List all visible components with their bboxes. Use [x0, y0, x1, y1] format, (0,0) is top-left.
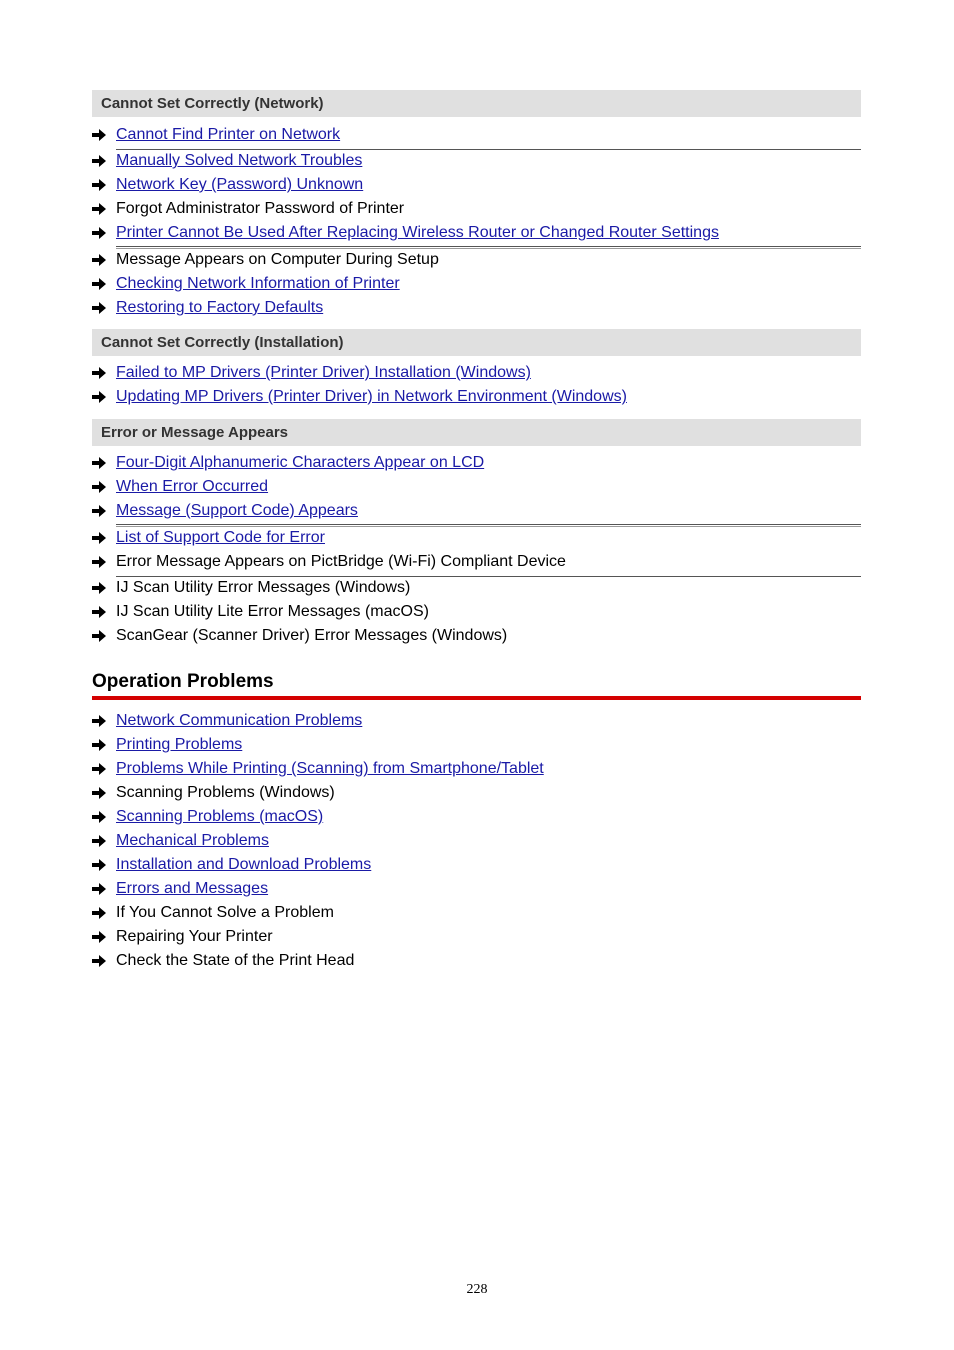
link-four-digit-chars[interactable]: Four-Digit Alphanumeric Characters Appear on LCD — [116, 454, 485, 471]
link-message-support-code[interactable]: Message (Support Code) Appears — [116, 502, 358, 519]
link-list-support-code[interactable]: List of Support Code for Error — [116, 529, 325, 546]
arrow-right-icon — [92, 715, 106, 727]
link-errors-messages[interactable]: Errors and Messages — [116, 880, 269, 897]
arrow-right-icon — [92, 811, 106, 823]
text-scanning-windows: Scanning Problems (Windows) — [116, 784, 335, 801]
link-printing-problems[interactable]: Printing Problems — [116, 736, 243, 753]
link-scanning-macos[interactable]: Scanning Problems (macOS) — [116, 808, 324, 825]
link-printer-cannot-be-used[interactable]: Printer Cannot Be Used After Replacing Wireless Router or Changed Router Settings — [116, 224, 719, 241]
arrow-right-icon — [92, 155, 106, 167]
arrow-right-icon — [92, 278, 106, 290]
text-ij-scan-lite-errors: IJ Scan Utility Lite Error Messages (macOS) — [116, 603, 429, 620]
link-manually-solved[interactable]: Manually Solved Network Troubles — [116, 152, 363, 169]
arrow-right-icon — [92, 907, 106, 919]
arrow-right-icon — [92, 763, 106, 775]
arrow-right-icon — [92, 227, 106, 239]
arrow-right-icon — [92, 179, 106, 191]
text-scangear-errors: ScanGear (Scanner Driver) Error Messages (Windows) — [116, 627, 508, 644]
arrow-right-icon — [92, 606, 106, 618]
divider — [116, 246, 861, 247]
heading-underline — [92, 696, 861, 700]
link-network-key[interactable]: Network Key (Password) Unknown — [116, 176, 364, 193]
arrow-right-icon — [92, 787, 106, 799]
arrow-right-icon — [92, 302, 106, 314]
page-number: 228 — [466, 1282, 488, 1297]
arrow-right-icon — [92, 883, 106, 895]
section-header-error: Error or Message Appears — [92, 419, 861, 446]
text-message-appears-setup: Message Appears on Computer During Setup — [116, 251, 439, 268]
arrow-right-icon — [92, 532, 106, 544]
link-network-communication[interactable]: Network Communication Problems — [116, 712, 363, 729]
link-restoring-defaults[interactable]: Restoring to Factory Defaults — [116, 299, 324, 316]
arrow-right-icon — [92, 457, 106, 469]
link-cannot-find-printer[interactable]: Cannot Find Printer on Network — [116, 126, 341, 143]
arrow-right-icon — [92, 556, 106, 568]
section-header-installation: Cannot Set Correctly (Installation) — [92, 329, 861, 356]
arrow-right-icon — [92, 739, 106, 751]
text-repairing-printer: Repairing Your Printer — [116, 928, 273, 945]
text-forgot-password: Forgot Administrator Password of Printer — [116, 200, 405, 217]
divider — [116, 524, 861, 525]
arrow-right-icon — [92, 391, 106, 403]
arrow-right-icon — [92, 582, 106, 594]
link-installation-download[interactable]: Installation and Download Problems — [116, 856, 372, 873]
arrow-right-icon — [92, 367, 106, 379]
heading-operation-problems: Operation Problems — [92, 671, 274, 692]
arrow-right-icon — [92, 129, 106, 141]
arrow-right-icon — [92, 505, 106, 517]
link-updating-mp-drivers[interactable]: Updating MP Drivers (Printer Driver) in Network Environment (Windows) — [116, 388, 627, 405]
arrow-right-icon — [92, 481, 106, 493]
text-cannot-solve: If You Cannot Solve a Problem — [116, 904, 334, 921]
arrow-right-icon — [92, 859, 106, 871]
arrow-right-icon — [92, 931, 106, 943]
link-when-error-occurred[interactable]: When Error Occurred — [116, 478, 269, 495]
section-header-network: Cannot Set Correctly (Network) — [92, 90, 861, 117]
arrow-right-icon — [92, 630, 106, 642]
arrow-right-icon — [92, 254, 106, 266]
arrow-right-icon — [92, 203, 106, 215]
text-pictbridge-error: Error Message Appears on PictBridge (Wi-Fi) Compliant Device — [116, 553, 566, 570]
link-failed-mp-drivers[interactable]: Failed to MP Drivers (Printer Driver) Installation (Windows) — [116, 364, 531, 381]
arrow-right-icon — [92, 955, 106, 967]
text-ij-scan-utility-errors: IJ Scan Utility Error Messages (Windows) — [116, 579, 411, 596]
link-mechanical-problems[interactable]: Mechanical Problems — [116, 832, 269, 849]
text-check-print-head: Check the State of the Print Head — [116, 952, 355, 969]
link-checking-network-info[interactable]: Checking Network Information of Printer — [116, 275, 400, 292]
arrow-right-icon — [92, 835, 106, 847]
link-smartphone-problems[interactable]: Problems While Printing (Scanning) from Smartphone/Tablet — [116, 760, 544, 777]
